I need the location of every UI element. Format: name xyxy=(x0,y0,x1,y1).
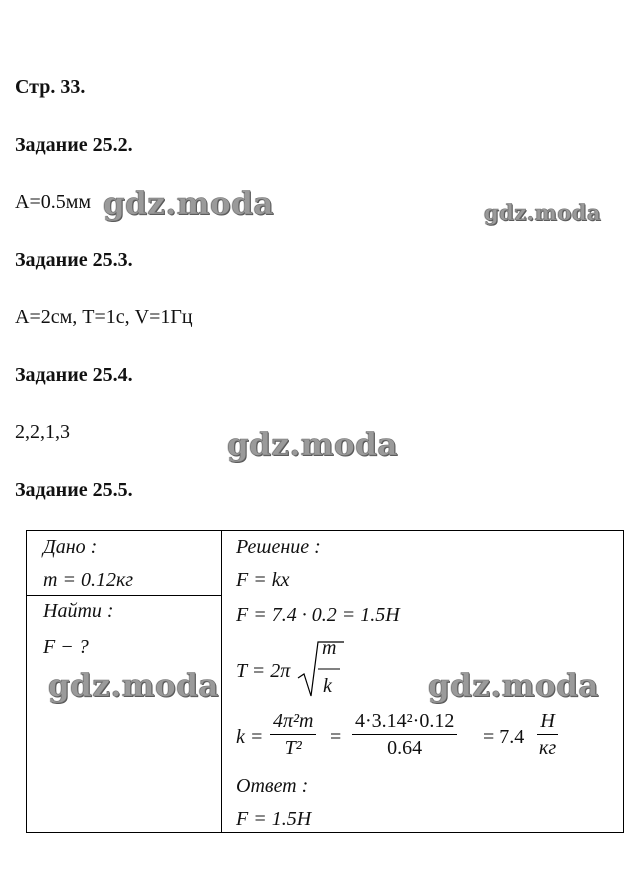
task-25-4-title: Задание 25.4. xyxy=(15,364,133,386)
find-value: F − ? xyxy=(43,636,89,658)
table-divider-horizontal xyxy=(26,595,222,596)
stiffness-unit xyxy=(534,710,561,759)
stiffness-unit-fraction xyxy=(536,710,559,759)
table-divider-vertical xyxy=(221,530,222,833)
equation-force: F = kx xyxy=(236,569,290,591)
stiffness-numeric-denominator: 0.64 xyxy=(387,737,423,759)
watermark-logo: gdz.moda xyxy=(227,427,398,463)
stiffness-formula-numerator: 4π²m xyxy=(270,710,316,735)
equation-stiffness-lhs: k = xyxy=(236,726,264,748)
stiffness-numeric-frac xyxy=(352,710,457,759)
watermark-logo: gdz.moda xyxy=(428,668,599,704)
equation-force-value: F = 7.4 · 0.2 = 1.5H xyxy=(236,604,400,626)
task-25-3-title: Задание 25.3. xyxy=(15,249,133,271)
stiffness-formula-denominator: T² xyxy=(284,737,302,759)
sqrt-symbol xyxy=(296,638,346,700)
period-numerator: m xyxy=(322,637,337,659)
watermark-logo: gdz.moda xyxy=(103,186,274,222)
given-label: Дано : xyxy=(43,536,98,558)
answer-label: Ответ : xyxy=(236,775,309,797)
page-heading: Стр. 33. xyxy=(15,76,86,98)
task-25-4-answer: 2,2,1,3 xyxy=(15,421,70,443)
task-25-5-title: Задание 25.5. xyxy=(15,479,133,501)
equals-sign: = xyxy=(330,726,342,748)
given-value: m = 0.12кг xyxy=(43,569,134,591)
solution-label: Решение : xyxy=(236,536,321,558)
stiffness-numeric-fraction xyxy=(350,710,459,759)
task-25-3-answer: A=2см, T=1с, V=1Гц xyxy=(15,306,193,328)
stiffness-numeric-numerator: 4·3.14²·0.12 xyxy=(352,710,457,735)
stiffness-unit-numerator: H xyxy=(537,710,557,735)
stiffness-unit-denominator: кг xyxy=(539,737,557,759)
stiffness-fraction xyxy=(268,710,318,759)
stiffness-formula-fraction xyxy=(270,710,316,759)
task-25-2-title: Задание 25.2. xyxy=(15,134,133,156)
stiffness-result: = 7.4 xyxy=(483,726,525,748)
watermark-logo: gdz.moda xyxy=(48,668,219,704)
watermark-logo: gdz.moda xyxy=(484,200,602,225)
period-denominator: k xyxy=(323,675,332,697)
equation-period: T = 2π xyxy=(236,660,291,682)
task-25-2-answer: A=0.5мм xyxy=(15,191,92,213)
find-label: Найти : xyxy=(43,600,114,622)
answer-value: F = 1.5H xyxy=(236,808,312,830)
